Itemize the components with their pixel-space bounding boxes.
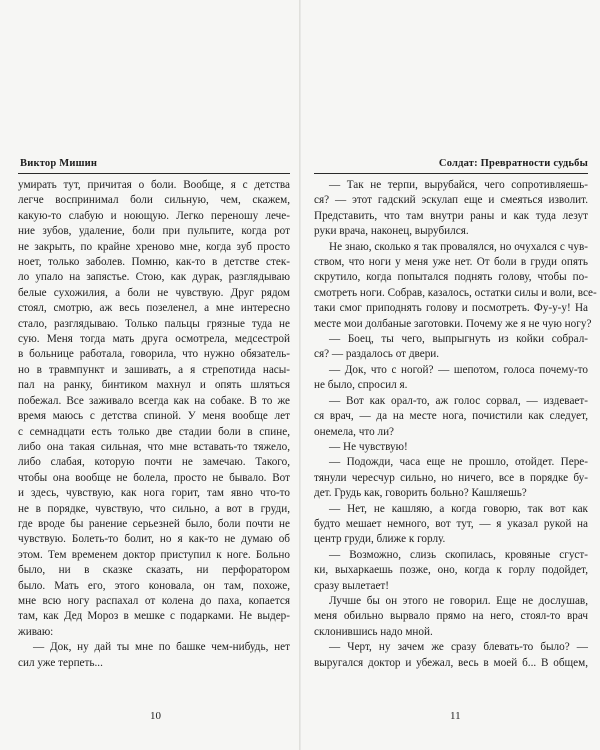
text-line: ся? — этот гадский эскулап еще и смеяться изволит.: [314, 194, 588, 207]
text-line: Представить, что там внутри раны и как туда лезут: [314, 209, 588, 222]
text-line: стоял, смотрю, аж весь позеленел, а мне интересно: [18, 302, 290, 315]
left-page-text: [18, 178, 290, 671]
text-line: склонившись надо мной.: [314, 625, 433, 638]
header-rule: [18, 173, 290, 174]
text-line: скрутило, когда попытался поднять голову, чтобы по-: [314, 271, 588, 284]
text-line: ние зубов, удаление, боли при пульпите, когда рот: [18, 225, 290, 238]
text-line: Лучше бы он этого не говорил. Еще не дослушав,: [329, 594, 588, 607]
header-rule: [314, 173, 588, 174]
text-line: центр груди, ближе к горлу.: [314, 533, 446, 546]
text-line: ноет, только заболев. Помню, как-то в детстве стек-: [18, 256, 290, 269]
text-line: выругался доктор и убежал, весь в моей б... В общем,: [314, 656, 588, 669]
text-line: — Подожди, часа еще не прошло, отойдет. Пере-: [329, 456, 588, 469]
text-line: ки, выхаркаешь позже, оно, когда к горлу подойдет,: [314, 564, 588, 577]
page-number: 10: [150, 710, 161, 722]
page-number: 11: [450, 710, 461, 722]
text-line: но в травмпункт и зашивать, а я стрепотида насы-: [18, 363, 290, 376]
text-line: ся? — раздалось от двери.: [314, 348, 440, 361]
text-line: сую. Меня тогда мать друга осмотрела, медсестрой: [18, 333, 290, 346]
text-line: тянули чересчур сильно, но ничего, все в порядке бу-: [314, 471, 588, 484]
right-page: [314, 0, 597, 750]
text-line: — Док, ну дай ты мне по башке чем-нибудь, нет: [33, 641, 290, 654]
text-line: этом. Тем временем доктор приступил к ноге. Больно: [18, 548, 290, 561]
left-page: [18, 0, 290, 750]
text-line: — Не чувствую!: [329, 440, 408, 453]
text-line: не закрыть, по крайне хреново мне, когда зуб просто: [18, 240, 290, 253]
text-line: Не знаю, сколько я так провалялся, но очухался с чув-: [329, 240, 588, 253]
text-line: — Боец, ты чего, выпрыгнуть из койки собрал-: [329, 333, 588, 346]
text-line: живаю:: [18, 625, 54, 638]
text-line: там, как Дед Мороз в мешке с подарками. Не выдер-: [18, 610, 290, 623]
text-line: сразу вылетает!: [314, 579, 390, 592]
text-line: меня обильно вырвало прямо на него, стоял-то врач: [314, 610, 588, 623]
text-line: будто мешает немного, вот тут, — я указал рукой на: [314, 517, 588, 530]
text-line: месте мои долбаные заготовки. Почему же я не чую ногу?: [314, 317, 592, 330]
text-line: руки врача, наконец, вырубился.: [314, 225, 469, 238]
text-line: легче воспринимал боли сильную, чем, скажем,: [18, 194, 290, 207]
text-line: ством, что ноги у меня уже нет. От боли в груди опять: [314, 256, 588, 269]
left-running-head: [18, 158, 290, 172]
text-line: умирать тут, причитая о боли. Вообще, я с детства: [18, 179, 290, 191]
running-head-title: Солдат: Превратности судьбы: [438, 158, 588, 169]
text-line: — Так не терпи, вырубайся, чего сопротивляешь-: [329, 179, 588, 191]
text-line: смотреть ноги. Собрав, казалось, остатки силы и воли, все-: [314, 286, 597, 299]
text-line: побежал. Все заживало всегда как на собаке. В то же: [18, 394, 290, 407]
text-line: время маюсь с детства спиной. У меня вообще лет: [18, 410, 290, 423]
right-page-text: [314, 178, 597, 671]
text-line: таки смог приподнять голову и посмотреть. Фу-у-у! На: [314, 302, 588, 315]
text-line: ся врач, — да на месте нога, почистили как следует,: [314, 410, 588, 423]
text-line: стало, разглядываю. Только пальцы грязные туда не: [18, 317, 290, 330]
text-line: где вроде бы ранение серьезней было, боли почти не: [18, 517, 290, 530]
text-line: чувствую. Болеть-то болит, но я как-то не думаю об: [18, 533, 290, 546]
text-line: ло упало на запястье. Стою, как дурак, разглядываю: [18, 271, 290, 284]
text-line: не было, спросил я.: [314, 379, 408, 392]
text-line: было, ни в сказке сказать, ни перфоратором: [18, 564, 290, 577]
text-line: — Нет, не кашляю, а когда говорю, так вот как: [329, 502, 588, 515]
text-line: и здесь, чувствую, как нога горит, там явно что-то: [18, 487, 290, 500]
text-line: сил уже терпеть...: [18, 656, 103, 669]
text-line: чтобы она вообще не болела, просто не бывало. Вот: [18, 471, 290, 484]
text-line: белые сухожилия, а боли не чувствую. Друг рядом: [18, 286, 290, 299]
right-running-head: [314, 158, 588, 172]
text-line: с семнадцати есть только две стадии боли в спине,: [18, 425, 290, 438]
book-gutter: [299, 0, 301, 750]
text-line: — Возможно, слизь скопилась, кровяные сгуст-: [329, 548, 588, 561]
text-line: было. Мать его, этого коновала, он там, похоже,: [18, 579, 290, 592]
text-line: — Вот как орал-то, аж голос сорвал, — издевает-: [329, 394, 588, 407]
text-line: мне всю ногу распахал от колена до паха, копается: [18, 594, 290, 607]
text-line: либо она такая сильная, что мне вставать-то тяжело,: [18, 440, 290, 453]
running-head-author: Виктор Мишин: [20, 158, 98, 169]
text-line: пал на ранку, бинтиком махнул и опять шляться: [18, 379, 290, 392]
text-line: не в порядке, чувствую, что сильно, а вот в груди,: [18, 502, 290, 515]
text-line: какую-то слабую и ноющую. Легко переношу лече-: [18, 209, 290, 222]
text-line: онемела, что ли?: [314, 425, 395, 438]
text-line: дет. Грудь как, говорить больно? Кашляешь?: [314, 487, 527, 500]
text-line: в больнице работала, говорила, что нужно обязатель-: [18, 348, 290, 361]
text-line: либо слабая, которую почти не замечаю. Такого,: [18, 456, 290, 469]
text-line: — Черт, ну зачем же сразу блевать-то было? —: [329, 641, 588, 654]
text-line: — Док, что с ногой? — шепотом, голоса почему-то: [329, 363, 588, 376]
